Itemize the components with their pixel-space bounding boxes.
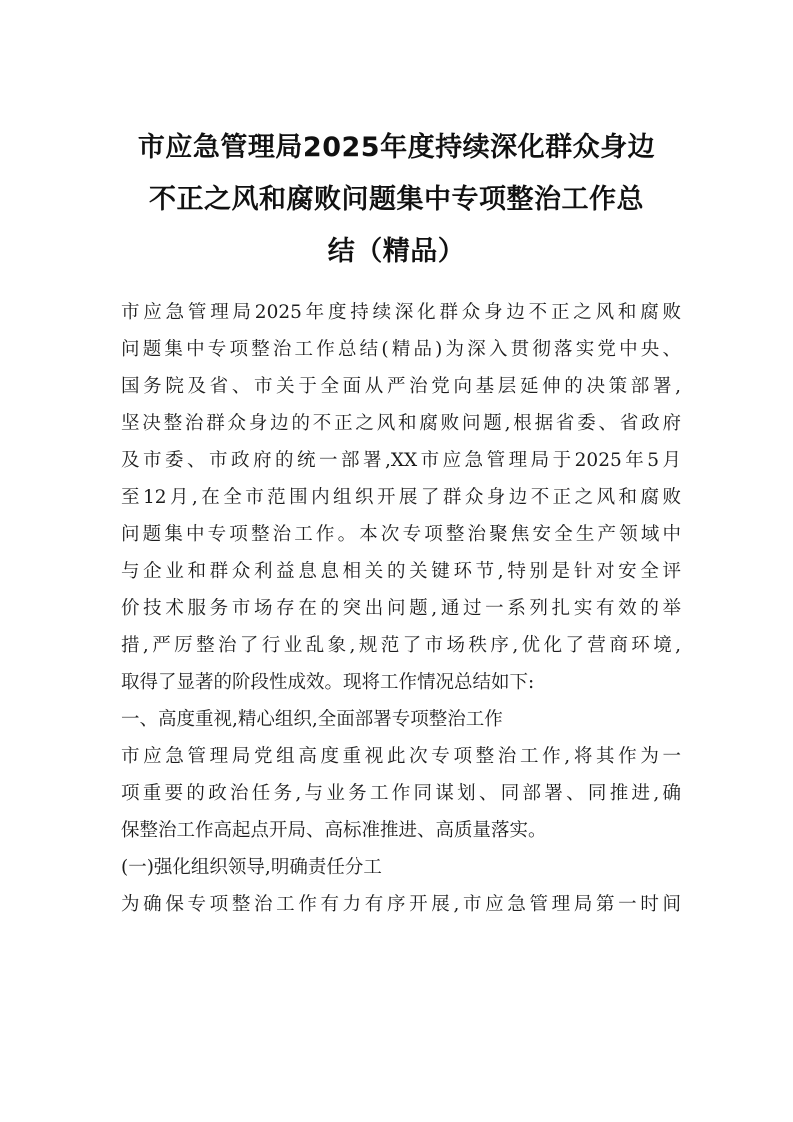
body-line: 国务院及省、市关于全面从严治党向基层延伸的决策部署, [121, 376, 681, 397]
title-line: 不正之风和腐败问题集中专项整治工作总 [149, 184, 644, 215]
body-line: 市应急管理局党组高度重视此次专项整治工作,将其作为一 [121, 746, 681, 767]
document-title [110, 122, 683, 278]
body-line: 坚决整治群众身边的不正之风和腐败问题,根据省委、省政府 [121, 413, 681, 434]
body-line: 至12月,在全市范围内组织开展了群众身边不正之风和腐败 [121, 487, 681, 508]
document-body [121, 294, 681, 923]
body-line: 与企业和群众利益息息相关的关键环节,特别是针对安全评 [121, 561, 681, 582]
body-line: 市应急管理局2025年度持续深化群众身边不正之风和腐败 [121, 302, 681, 323]
body-line: 项重要的政治任务,与业务工作同谋划、同部署、同推进,确 [121, 783, 681, 804]
body-line: 保整治工作高起点开局、高标准推进、高质量落实。 [121, 820, 547, 841]
body-line: 及市委、市政府的统一部署,XX市应急管理局于2025年5月 [121, 450, 681, 471]
body-line: 问题集中专项整治工作总结(精品)为深入贯彻落实党中央、 [121, 339, 681, 360]
body-line: 取得了显著的阶段性成效。现将工作情况总结如下: [121, 672, 535, 693]
body-line: 价技术服务市场存在的突出问题,通过一系列扎实有效的举 [121, 598, 681, 619]
body-line: 问题集中专项整治工作。本次专项整治聚焦安全生产领域中 [121, 524, 681, 545]
title-line: 市应急管理局2025年度持续深化群众身边 [137, 132, 656, 163]
body-line: 为确保专项整治工作有力有序开展,市应急管理局第一时间 [121, 894, 681, 915]
body-line: 措,严厉整治了行业乱象,规范了市场秩序,优化了营商环境, [121, 635, 681, 656]
subsection-heading: (一)强化组织领导,明确责任分工 [121, 857, 382, 878]
title-line: 结（精品） [327, 236, 466, 267]
section-heading: 一、高度重视,精心组织,全面部署专项整治工作 [121, 709, 503, 730]
